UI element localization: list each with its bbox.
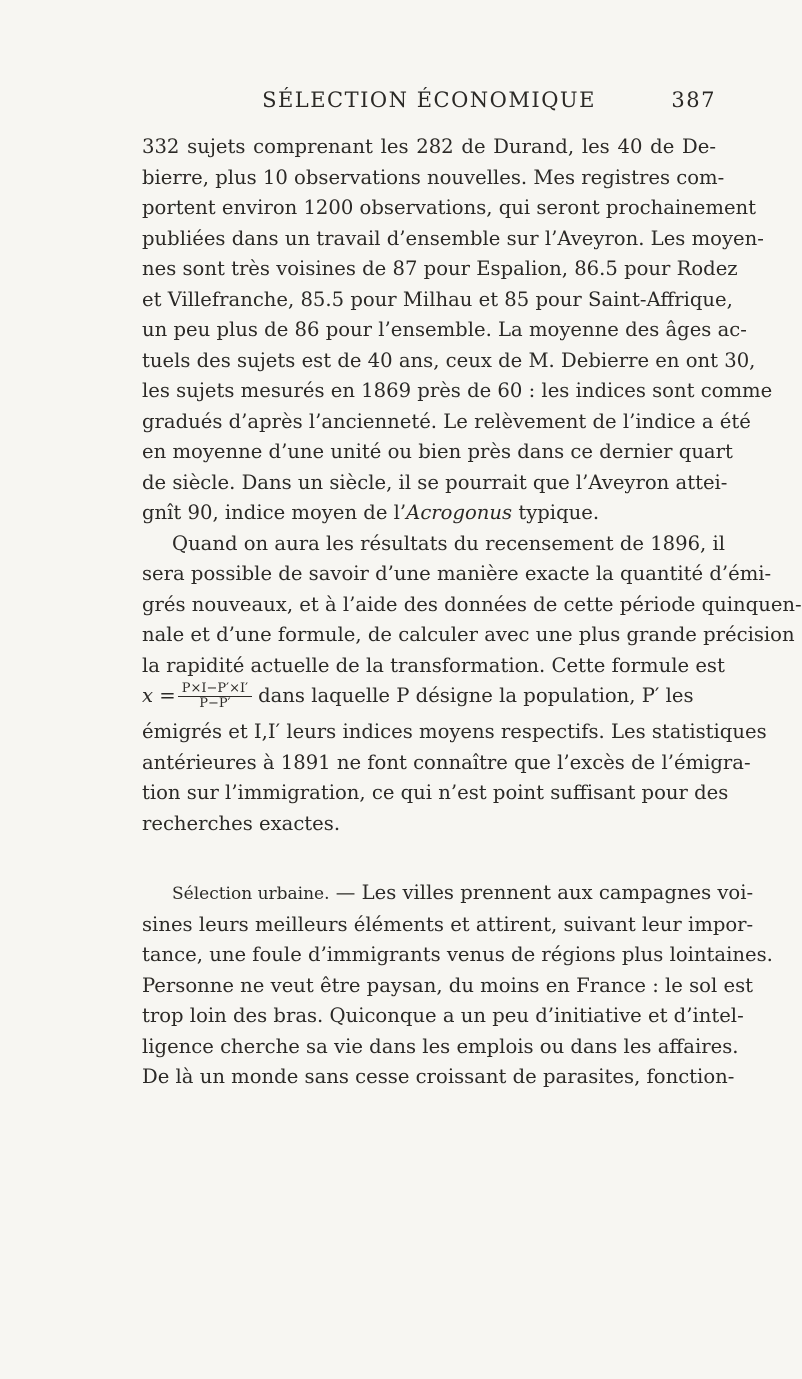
- section-heading: Sélection urbaine.: [172, 884, 330, 904]
- text-line: portent environ 1200 observations, qui seront prochainement: [142, 196, 757, 219]
- text-line: sines leurs meilleurs éléments et attirent, suivant leur impor-: [142, 912, 754, 936]
- text-line: grés nouveaux, et à l’aide des données de cette période quinquen-: [142, 592, 802, 616]
- text-line: ligence cherche sa vie dans les emplois ou dans les affaires.: [142, 1034, 739, 1058]
- text-fragment: typique.: [512, 501, 600, 524]
- formula-text: dans laquelle P désigne la population, P′ les: [258, 684, 694, 707]
- text-line: un peu plus de 86 pour l’ensemble. La moyenne des âges ac-: [142, 318, 747, 341]
- text-line: émigrés et I,I′ leurs indices moyens respectifs. Les statistiques: [142, 720, 767, 743]
- text-fragment: — Les villes prennent aux campagnes voi-: [329, 881, 754, 904]
- text-line: De là un monde sans cesse croissant de parasites, fonction-: [142, 1065, 735, 1088]
- text-line: la rapidité actuelle de la transformation. Cette formule est: [142, 653, 725, 677]
- text-line: nes sont très voisines de 87 pour Espalion, 86.5 pour Rodez: [142, 257, 738, 280]
- running-title: SÉLECTION ÉCONOMIQUE: [262, 88, 596, 112]
- formula-lhs: x =: [142, 684, 176, 707]
- text-line: tuels des sujets est de 40 ans, ceux de M. Debierre en ont 30,: [142, 348, 756, 372]
- text-line: en moyenne d’une unité ou bien près dans ce dernier quart: [142, 440, 733, 463]
- text-line: recherches exactes.: [142, 811, 341, 835]
- text-line: publiées dans un travail d’ensemble sur l’Aveyron. Les moyen-: [142, 226, 764, 250]
- text-line: sera possible de savoir d’une manière exacte la quantité d’émi-: [142, 562, 772, 585]
- text-line: trop loin des bras. Quiconque a un peu d’initiative et d’intel-: [142, 1004, 744, 1027]
- formula-line: [142, 681, 716, 717]
- text-line: et Villefranche, 85.5 pour Milhau et 85 pour Saint-Affrique,: [142, 287, 733, 311]
- text-line: nale et d’une formule, de calculer avec une plus grande précision: [142, 623, 795, 646]
- text-line: tance, une foule d’immigrants venus de régions plus lointaines.: [142, 943, 773, 966]
- text-fragment: gnît 90, indice moyen de l’: [142, 501, 407, 524]
- formula-numerator: P×I−P′×I′: [178, 682, 252, 697]
- text-line: antérieures à 1891 ne font connaître que l’excès de l’émigra-: [142, 750, 751, 774]
- text-line: bierre, plus 10 observations nouvelles. Mes registres com-: [142, 165, 725, 189]
- text-line: Quand on aura les résultats du recensement de 1896, il: [172, 531, 726, 555]
- text-line: de siècle. Dans un siècle, il se pourrait que l’Aveyron attei-: [142, 470, 728, 494]
- paragraph-gap: [142, 839, 716, 878]
- page-number: 387: [671, 88, 716, 112]
- text-line: Personne ne veut être paysan, du moins en France : le sol est: [142, 973, 754, 997]
- text-line: [142, 498, 716, 529]
- text-line: tion sur l’immigration, ce qui n’est point suffisant pour des: [142, 781, 729, 804]
- page-body: [142, 132, 802, 1093]
- text-line: [142, 878, 754, 910]
- text-line: les sujets mesurés en 1869 près de 60 : les indices sont comme: [142, 379, 773, 402]
- formula-fraction: [178, 682, 252, 711]
- formula-denominator: P−P′: [199, 696, 231, 711]
- genus-name: Acrogonus: [406, 501, 513, 524]
- text-line: gradués d’après l’ancienneté. Le relèvement de l’indice a été: [142, 409, 751, 433]
- text-line: 332 sujets comprenant les 282 de Durand, les 40 de De-: [142, 135, 716, 158]
